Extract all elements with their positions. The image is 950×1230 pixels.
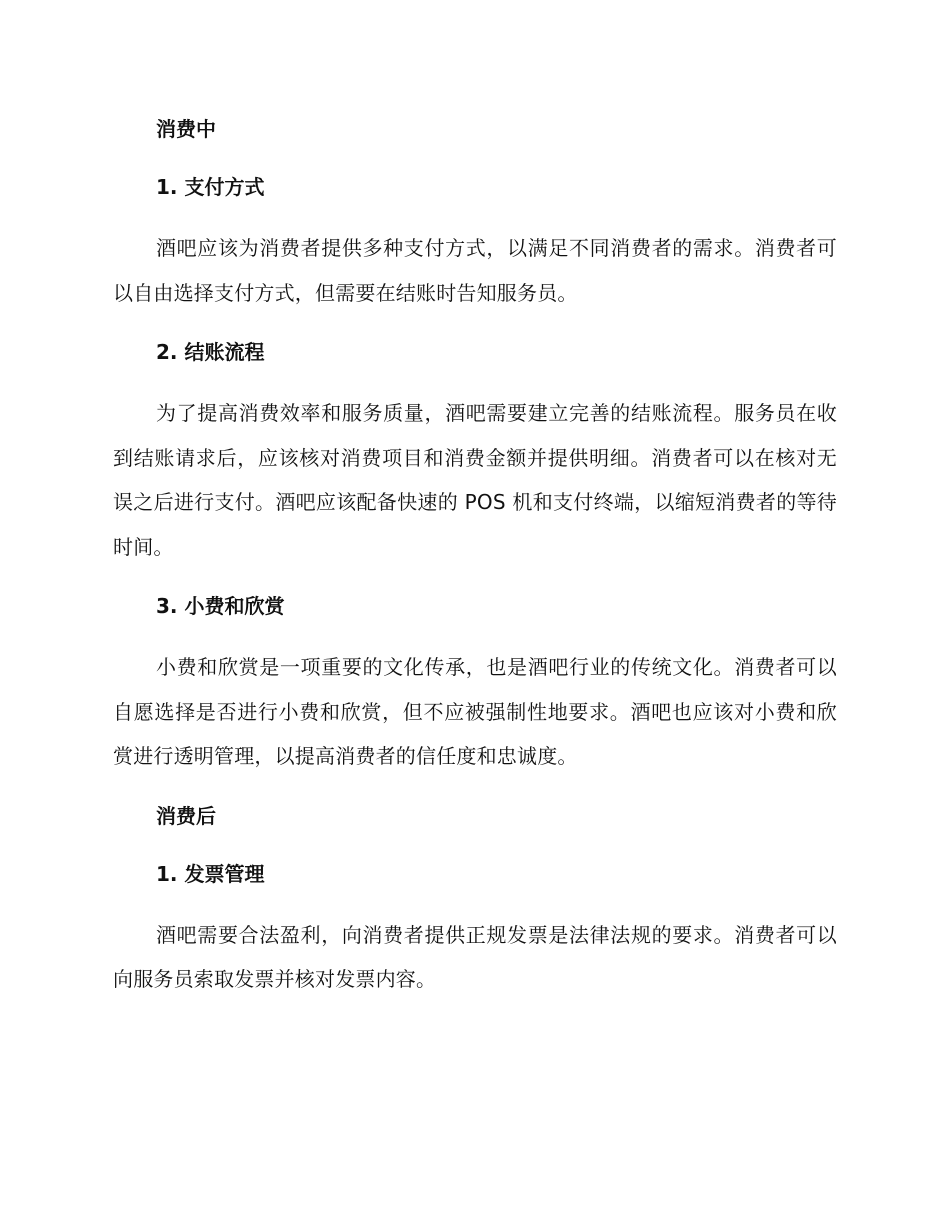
item-heading: 1. 发票管理: [156, 861, 265, 886]
item-paragraph: 为了提高消费效率和服务质量，酒吧需要建立完善的结账流程。服务员在收到结账请求后，应该核对消费项目和消费金额并提供明细。消费者可以在核对无误之后进行支付。酒吧应该配备快速的 POS 机和支付终端，以缩短消费者的等待时间。: [113, 401, 837, 559]
item-paragraph: 酒吧需要合法盈利，向消费者提供正规发票是法律法规的要求。消费者可以向服务员索取发票并核对发票内容。: [113, 922, 837, 991]
section-title: 消费后: [156, 803, 216, 828]
item-heading: 1. 支付方式: [156, 175, 265, 199]
item-heading: 3. 小费和欣赏: [156, 594, 285, 618]
section-title: 消费中: [156, 117, 216, 141]
item-paragraph: 小费和欣赏是一项重要的文化传承，也是酒吧行业的传统文化。消费者可以自愿选择是否进行小费和欣赏，但不应被强制性地要求。酒吧也应该对小费和欣赏进行透明管理，以提高消费者的信任度和忠诚度。: [113, 655, 837, 768]
item-heading: 2. 结账流程: [156, 340, 265, 364]
item-paragraph: 酒吧应该为消费者提供多种支付方式，以满足不同消费者的需求。消费者可以自由选择支付方式，但需要在结账时告知服务员。: [113, 236, 837, 305]
document-content: [113, 110, 837, 1002]
